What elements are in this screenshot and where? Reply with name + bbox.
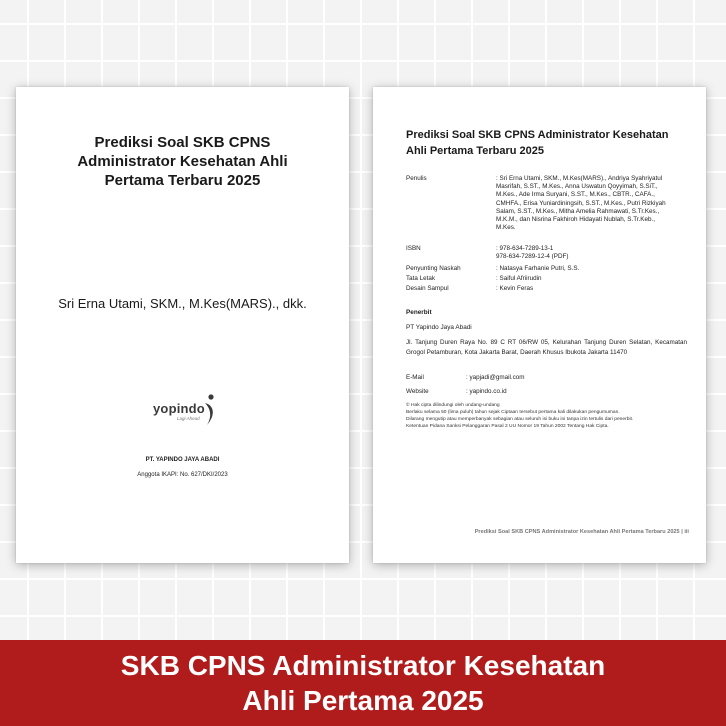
publisher-name: PT Yapindo Jaya Abadi xyxy=(406,324,472,331)
meta-value-line: : Kevin Feras xyxy=(496,285,534,292)
banner-line-1: SKB CPNS Administrator Kesehatan xyxy=(120,650,606,681)
promo-banner xyxy=(0,640,726,726)
meta-key: Penyunting Naskah xyxy=(406,265,461,272)
cover-title-line: Prediksi Soal SKB CPNS xyxy=(94,134,271,151)
copyright-line: Berlaku selama 50 (lima puluh) tahun sejak Ciptaan tersebut pertama kali dilakukan pengumuman. xyxy=(406,409,620,415)
banner-line-2: Ahli Pertama 2025 xyxy=(242,685,484,716)
cover-title-line: Administrator Kesehatan Ahli xyxy=(77,153,288,170)
title-page xyxy=(16,87,349,563)
meta-value xyxy=(496,285,722,293)
website-label: Website xyxy=(406,388,429,395)
cover-ikapi: Anggota IKAPI: No. 627/DKI/2023 xyxy=(137,472,228,478)
copyright-line: Ketentuan Pidana Sanksi Pelanggaran Pasal 2 UU Nomor 19 Tahun 2002 Tentang Hak Cipta. xyxy=(406,423,609,429)
meta-key: ISBN xyxy=(406,245,421,252)
meta-value-line: M.Kes., Ade Irma Suryani, S.ST., M.Kes., CBTR., CAFA., xyxy=(496,191,655,199)
meta-value-line: M.K.M., dan Nisrina Fakhiroh Hidayati Nublah, S.Tr.Keb., xyxy=(496,216,656,224)
meta-tata-letak xyxy=(406,275,691,284)
meta-value-line: CMHFA., Erisa Yuniardiningsih, S.ST., M.Kes., Putri Rizkiyah xyxy=(496,199,666,207)
cover-publisher: PT. YAPINDO JAYA ABADI xyxy=(145,457,220,463)
publisher-logo xyxy=(153,393,217,427)
meta-value-line: : 978-634-7289-13-1 xyxy=(496,245,554,252)
page-footer: Prediksi Soal SKB CPNS Administrator Kesehatan Ahli Pertama Terbaru 2025 | iii xyxy=(474,529,689,535)
copyright-line: © Hak cipta dilindungi oleh undang-undang xyxy=(406,403,500,408)
meta-value-line: Masrifah, S.ST., M.Kes., Anna Uswatun Qoyyimah, S.SiT., xyxy=(496,183,658,191)
meta-key: Penulis xyxy=(406,175,427,182)
penerbit-label: Penerbit xyxy=(406,309,432,316)
meta-value xyxy=(496,265,722,273)
meta-value-line: Salam, S.ST., M.Kes., Mitha Amelia Rahmawati, S.Tr.Kes., xyxy=(496,207,660,215)
logo-wordmark: yopindo xyxy=(153,401,205,416)
copyright-page xyxy=(373,87,706,563)
publisher-address: Jl. Tanjung Duren Raya No. 89 C RT 06/RW 05, Kelurahan Tanjung Duren Selatan, Kecamatan Grogol Petamburan, Kota Jakarta Barat, Daerah Khusus Ibukota Jakarta 11470 xyxy=(406,339,687,356)
copyright-page-title xyxy=(406,127,706,159)
copyright-line: Dilarang mengutip atau memperbanyak sebagian atau seluruh isi buku ini tanpa izin tertulis dari penerbit. xyxy=(406,416,634,422)
meta-value-line: M.Kes. xyxy=(496,224,516,232)
logo-mark-icon xyxy=(202,393,218,427)
meta-penyunting xyxy=(406,265,691,274)
meta-key: Desain Sampul xyxy=(406,285,449,292)
cover-title-line: Pertama Terbaru 2025 xyxy=(104,172,261,189)
meta-value-line: : Saiful Afriirudin xyxy=(496,275,542,282)
meta-isbn xyxy=(406,245,691,263)
meta-value xyxy=(496,275,722,283)
title-line: Ahli Pertama Terbaru 2025 xyxy=(406,145,544,157)
cover-title xyxy=(56,133,309,190)
meta-value xyxy=(496,175,722,232)
meta-key: Tata Letak xyxy=(406,275,436,282)
meta-desain-sampul xyxy=(406,285,691,294)
copyright-notice xyxy=(406,403,690,431)
meta-penulis xyxy=(406,175,691,237)
meta-value-line: : Sri Erna Utami, SKM., M.Kes(MARS)., Andriya Syahriyatul xyxy=(496,175,663,182)
cover-authors: Sri Erna Utami, SKM., M.Kes(MARS)., dkk. xyxy=(58,296,307,311)
website-value: : yapindo.co.id xyxy=(466,388,507,395)
email-label: E-Mail xyxy=(406,374,424,381)
logo-tagline: Lagi Ahead xyxy=(177,416,200,421)
meta-value-line: 978-634-7289-12-4 (PDF) xyxy=(496,253,569,261)
meta-value xyxy=(496,245,722,261)
meta-value-line: : Natasya Farhanie Putri, S.S. xyxy=(496,265,580,272)
title-line: Prediksi Soal SKB CPNS Administrator Kesehatan xyxy=(406,129,669,141)
email-value: : yapjadi@gmail.com xyxy=(466,374,525,381)
